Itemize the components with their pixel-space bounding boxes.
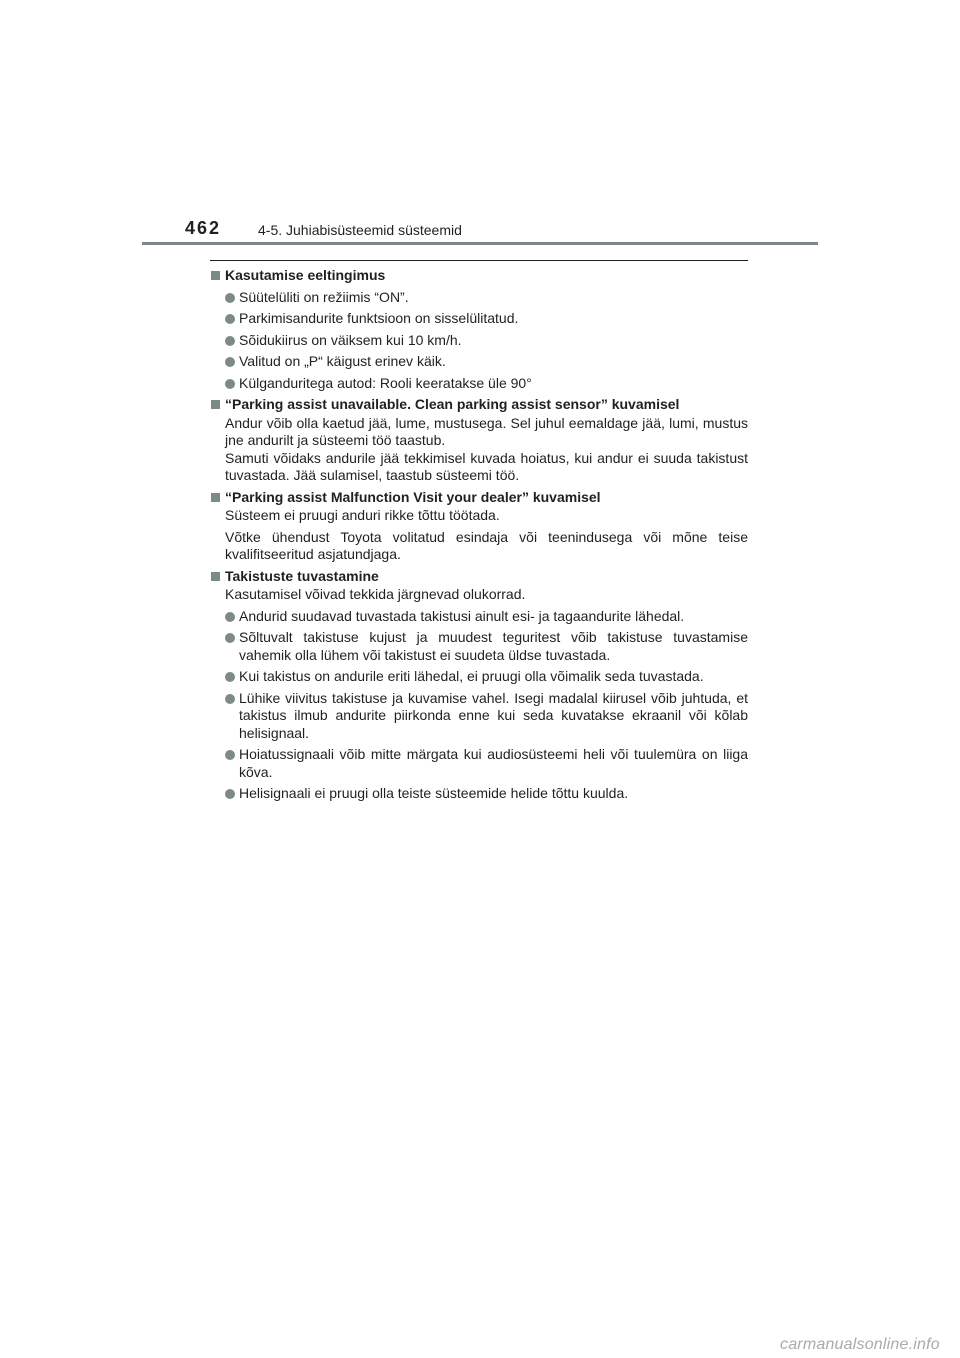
list-item: Külganduritega autod: Rooli keeratakse üle 90° bbox=[210, 375, 748, 393]
list-item: Valitud on „P“ käigust erinev käik. bbox=[210, 353, 748, 371]
list-item: Hoiatussignaali võib mitte märgata kui audiosüsteemi heli või tuulemüra on liiga kõva. bbox=[210, 746, 748, 781]
section-heading-malfunction: “Parking assist Malfunction Visit your dealer” kuvamisel bbox=[210, 489, 748, 507]
square-bullet-icon bbox=[211, 400, 220, 409]
paragraph: Kasutamisel võivad tekkida järgnevad olukorrad. bbox=[225, 586, 526, 602]
content-top-divider bbox=[210, 260, 748, 261]
list-item: Sõidukiirus on väiksem kui 10 km/h. bbox=[210, 332, 748, 350]
list-item: Parkimisandurite funktsioon on sisselülitatud. bbox=[210, 310, 748, 328]
round-bullet-icon bbox=[225, 357, 235, 367]
paragraph: Andur võib olla kaetud jää, lume, mustusega. Sel juhul eemaldage jää, lumi, mustus jne andurilt ja süsteemi töö taastub. Samuti võidaks andurile jää tekkimisel kuvada hoiatus, kui andur ei suuda takistust tuvastada. Jää sulamisel, taastub süsteemi töö. bbox=[225, 414, 748, 483]
square-bullet-icon bbox=[211, 493, 220, 502]
round-bullet-icon bbox=[225, 612, 235, 622]
section-heading-obstacle-detection: Takistuste tuvastamine bbox=[210, 568, 748, 586]
paragraph: Võtke ühendust Toyota volitatud esindaja või teenindusega või mõne teise kvalifitseeritud asjatundjaga. bbox=[225, 528, 748, 562]
list-item: Lühike viivitus takistuse ja kuvamise vahel. Isegi madalal kiirusel võib juhtuda, et takistus ilmub andurite piirkonda enne kui seda kuvatakse ekraanil või kõlab helisignaal. bbox=[210, 690, 748, 743]
header-divider bbox=[142, 242, 818, 245]
round-bullet-icon bbox=[225, 379, 235, 389]
list-item: Andurid suudavad tuvastada takistusi ainult esi- ja tagaandurite lähedal. bbox=[210, 608, 748, 626]
round-bullet-icon bbox=[225, 633, 235, 643]
list-item: Süütelüliti on režiimis “ON”. bbox=[210, 289, 748, 307]
page-header bbox=[0, 0, 960, 250]
round-bullet-icon bbox=[225, 293, 235, 303]
round-bullet-icon bbox=[225, 789, 235, 799]
round-bullet-icon bbox=[225, 694, 235, 704]
page-content bbox=[210, 267, 748, 803]
round-bullet-icon bbox=[225, 336, 235, 346]
paragraph: Süsteem ei pruugi anduri rikke tõttu töötada. bbox=[225, 507, 500, 523]
round-bullet-icon bbox=[225, 314, 235, 324]
section-title: 4-5. Juhiabisüsteemid süsteemid bbox=[258, 222, 462, 238]
list-item: Kui takistus on andurile eriti lähedal, ei pruugi olla võimalik seda tuvastada. bbox=[210, 668, 748, 686]
page-number: 462 bbox=[185, 218, 222, 238]
watermark-logo: carmanualsonline.info bbox=[780, 1336, 940, 1353]
square-bullet-icon bbox=[211, 572, 220, 581]
section-heading-usage-conditions: Kasutamise eeltingimus bbox=[210, 267, 748, 285]
list-item: Helisignaali ei pruugi olla teiste süsteemide helide tõttu kuulda. bbox=[210, 785, 748, 803]
round-bullet-icon bbox=[225, 672, 235, 682]
round-bullet-icon bbox=[225, 750, 235, 760]
square-bullet-icon bbox=[211, 271, 220, 280]
section-heading-clean-sensor: “Parking assist unavailable. Clean parking assist sensor” kuvamisel bbox=[210, 396, 748, 414]
list-item: Sõltuvalt takistuse kujust ja muudest teguritest võib takistuse tuvastamise vahemik olla lühem või takistust ei suudeta üldse tuvastada. bbox=[210, 629, 748, 664]
